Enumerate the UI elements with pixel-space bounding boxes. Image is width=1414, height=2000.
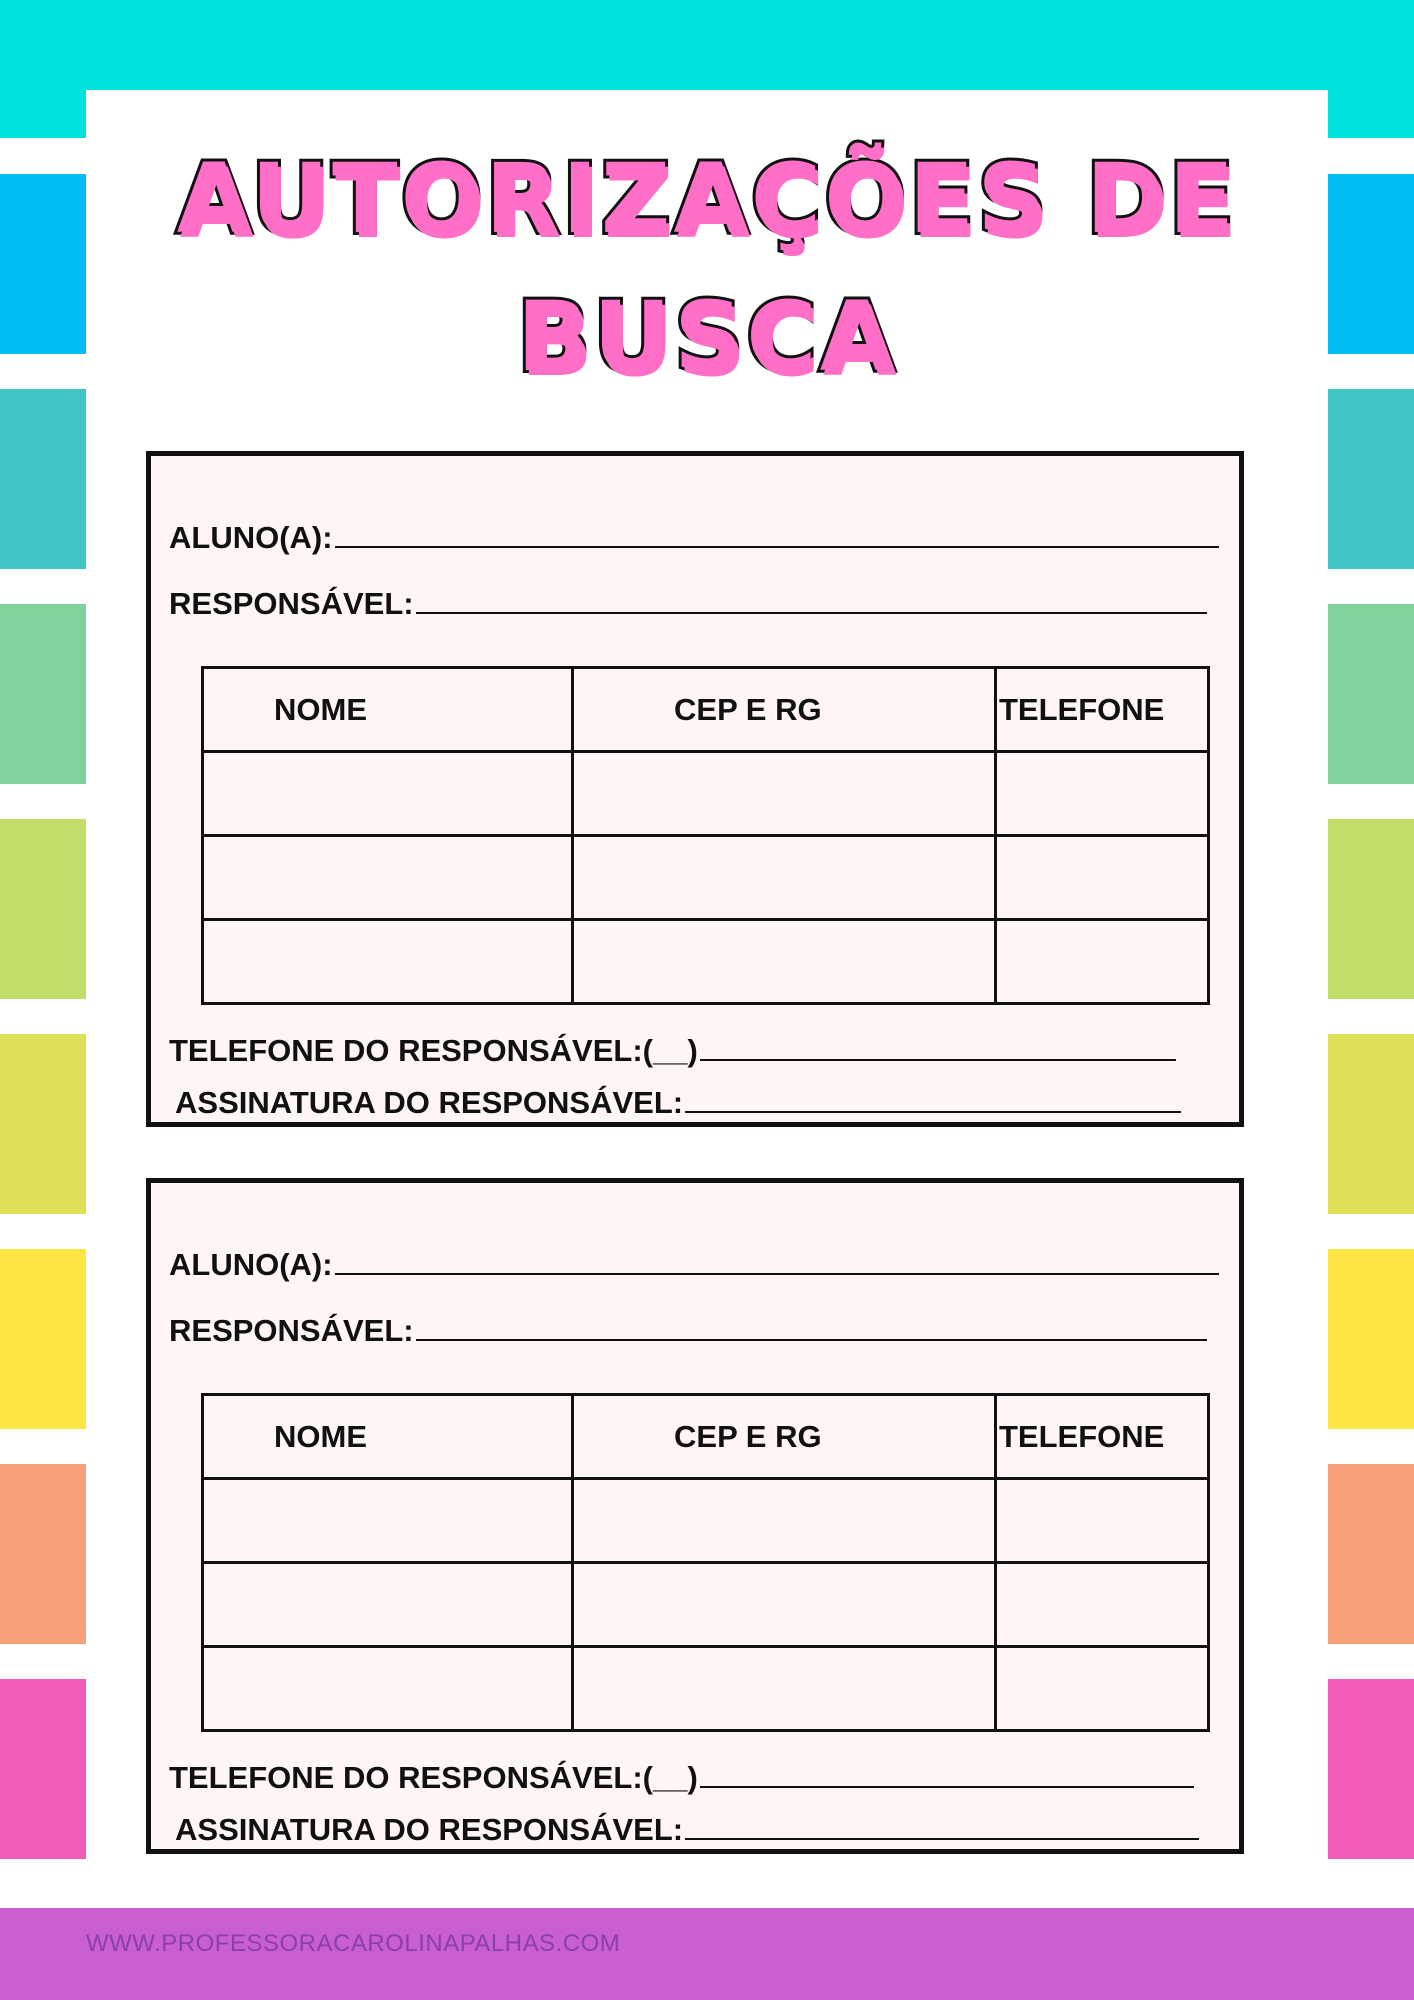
guardian-field[interactable] bbox=[169, 584, 1207, 622]
column-header-phone: TELEFONE bbox=[996, 668, 1209, 752]
authorized-persons-table bbox=[201, 666, 1210, 1005]
signature-label: ASSINATURA DO RESPONSÁVEL: bbox=[175, 1085, 684, 1120]
student-line[interactable] bbox=[335, 1245, 1219, 1275]
title-line-2: BUSCA bbox=[516, 281, 897, 393]
table-cell[interactable] bbox=[573, 836, 996, 920]
side-stripe bbox=[0, 1679, 86, 1859]
side-stripe bbox=[1328, 1249, 1414, 1429]
student-field[interactable] bbox=[169, 1245, 1219, 1283]
table-cell[interactable] bbox=[996, 1647, 1209, 1731]
column-header-phone: TELEFONE bbox=[996, 1395, 1209, 1479]
table-cell[interactable] bbox=[203, 836, 573, 920]
table-row bbox=[203, 1647, 1209, 1731]
signature-field[interactable] bbox=[175, 1810, 1199, 1848]
table-cell[interactable] bbox=[996, 1479, 1209, 1563]
table-cell[interactable] bbox=[203, 920, 573, 1004]
column-header-cep-rg: CEP E RG bbox=[573, 1395, 996, 1479]
table-cell[interactable] bbox=[996, 752, 1209, 836]
guardian-label: RESPONSÁVEL: bbox=[169, 586, 414, 621]
table-row bbox=[203, 1563, 1209, 1647]
guardian-phone-label: TELEFONE DO RESPONSÁVEL:(__) bbox=[169, 1760, 698, 1795]
side-stripe bbox=[0, 1034, 86, 1214]
authorization-card-2 bbox=[146, 1178, 1244, 1854]
table-cell[interactable] bbox=[203, 752, 573, 836]
table-row bbox=[203, 836, 1209, 920]
guardian-label: RESPONSÁVEL: bbox=[169, 1313, 414, 1348]
authorized-persons-table bbox=[201, 1393, 1210, 1732]
table-cell[interactable] bbox=[996, 1563, 1209, 1647]
table-cell[interactable] bbox=[203, 1563, 573, 1647]
footer-website[interactable]: WWW.PROFESSORACAROLINAPALHAS.COM bbox=[86, 1930, 621, 1957]
signature-line[interactable] bbox=[685, 1083, 1181, 1113]
table-row bbox=[203, 752, 1209, 836]
page-title bbox=[86, 130, 1328, 406]
table-row bbox=[203, 920, 1209, 1004]
signature-label: ASSINATURA DO RESPONSÁVEL: bbox=[175, 1812, 684, 1847]
guardian-line[interactable] bbox=[416, 1311, 1207, 1341]
table-cell[interactable] bbox=[203, 1647, 573, 1731]
table-cell[interactable] bbox=[573, 920, 996, 1004]
side-stripe bbox=[0, 604, 86, 784]
signature-field[interactable] bbox=[175, 1083, 1181, 1121]
side-stripe bbox=[1328, 604, 1414, 784]
table-cell[interactable] bbox=[573, 752, 996, 836]
side-stripe bbox=[0, 1464, 86, 1644]
table-cell[interactable] bbox=[573, 1479, 996, 1563]
guardian-field[interactable] bbox=[169, 1311, 1207, 1349]
title-line-1: AUTORIZAÇÕES DE bbox=[176, 143, 1238, 255]
side-stripe bbox=[0, 174, 86, 354]
side-stripe bbox=[0, 1249, 86, 1429]
side-stripe bbox=[1328, 819, 1414, 999]
signature-line[interactable] bbox=[685, 1810, 1199, 1840]
authorization-card-1 bbox=[146, 451, 1244, 1127]
student-label: ALUNO(A): bbox=[169, 1247, 333, 1282]
student-label: ALUNO(A): bbox=[169, 520, 333, 555]
guardian-phone-label: TELEFONE DO RESPONSÁVEL:(__) bbox=[169, 1033, 698, 1068]
side-stripe bbox=[1328, 1679, 1414, 1859]
column-header-name: NOME bbox=[203, 1395, 573, 1479]
student-field[interactable] bbox=[169, 518, 1219, 556]
table-cell[interactable] bbox=[203, 1479, 573, 1563]
guardian-phone-line[interactable] bbox=[700, 1031, 1176, 1061]
table-header-row bbox=[203, 668, 1209, 752]
guardian-phone-field[interactable] bbox=[169, 1031, 1176, 1069]
table-cell[interactable] bbox=[996, 920, 1209, 1004]
side-stripe bbox=[1328, 1464, 1414, 1644]
guardian-line[interactable] bbox=[416, 584, 1207, 614]
table-header-row bbox=[203, 1395, 1209, 1479]
table-cell[interactable] bbox=[573, 1647, 996, 1731]
table-cell[interactable] bbox=[573, 1563, 996, 1647]
table-row bbox=[203, 1479, 1209, 1563]
guardian-phone-line[interactable] bbox=[700, 1758, 1194, 1788]
table-cell[interactable] bbox=[996, 836, 1209, 920]
side-stripe bbox=[1328, 389, 1414, 569]
side-stripe bbox=[1328, 174, 1414, 354]
column-header-name: NOME bbox=[203, 668, 573, 752]
side-stripe bbox=[0, 819, 86, 999]
student-line[interactable] bbox=[335, 518, 1219, 548]
guardian-phone-field[interactable] bbox=[169, 1758, 1194, 1796]
column-header-cep-rg: CEP E RG bbox=[573, 668, 996, 752]
side-stripe bbox=[0, 389, 86, 569]
side-stripe bbox=[1328, 1034, 1414, 1214]
